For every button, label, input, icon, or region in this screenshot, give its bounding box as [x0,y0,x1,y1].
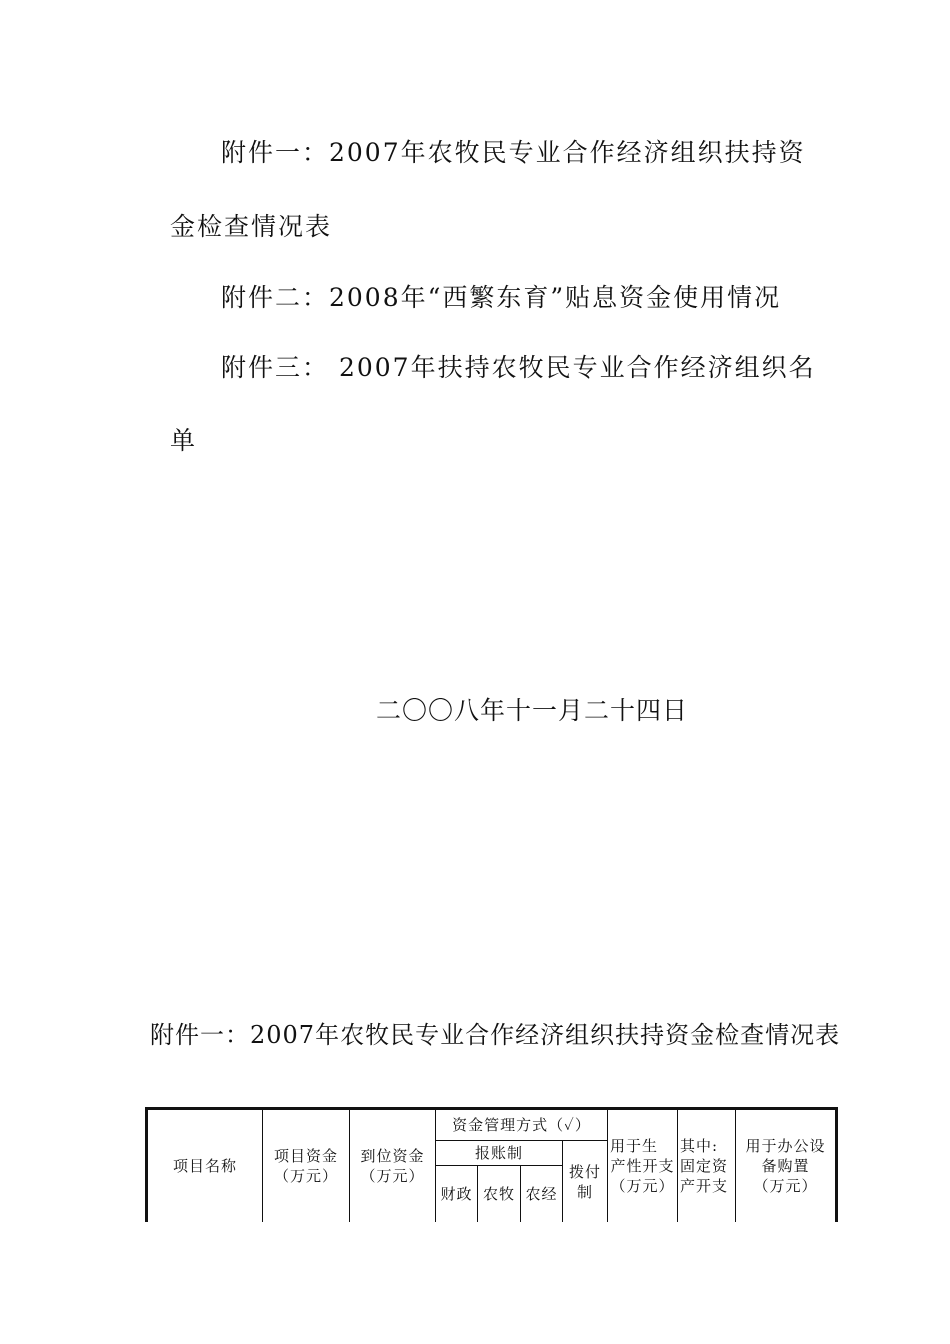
fund-check-table [145,1107,838,1222]
header-allocation-line-2: 制 [576,1182,593,1201]
header-reimbursement: 报账制 [436,1141,563,1166]
header-finance: 财政 [436,1166,478,1223]
document-date: 二〇〇八年十一月二十四日 [376,696,689,725]
header-fixed-assets [678,1109,736,1223]
header-project-funds-line-1: 项目资金 [273,1147,338,1165]
attachment-one-line: 附件一：2007年农牧民专业合作经济组织扶持资 [221,138,806,167]
header-project-funds-line-2: （万元） [273,1167,338,1185]
header-production-line-1: 用于生 [610,1137,659,1155]
header-office-line-1: 用于办公设 [745,1137,826,1155]
attachment-two-line: 附件二：2008年“西繁东育”贴息资金使用情况 [221,283,782,312]
header-project-name: 项目名称 [147,1109,263,1223]
attachment-one-line-continued: 金检查情况表 [170,212,333,241]
header-fixed-assets-line-2: 固定资 [680,1157,729,1175]
header-received-funds-line-2: （万元） [360,1167,425,1185]
header-office-line-2: 备购置 [761,1157,810,1175]
header-agri-econ: 农经 [521,1166,563,1223]
header-office-equipment [736,1109,837,1223]
header-agri-herd: 农牧 [478,1166,521,1223]
header-office-line-3: （万元） [753,1177,818,1195]
header-received-funds [350,1109,436,1223]
header-fixed-assets-line-1: 其中: [680,1137,719,1155]
header-fund-management: 资金管理方式（✓） [436,1109,608,1141]
header-project-funds [263,1109,350,1223]
header-received-funds-line-1: 到位资金 [360,1147,425,1165]
header-production-line-2: 产性开支 [610,1157,675,1175]
attachment-three-line: 附件三： 2007年扶持农牧民专业合作经济组织名 [221,353,816,382]
header-production-spending [608,1109,678,1223]
header-allocation [563,1141,608,1223]
header-row-1 [147,1109,837,1141]
header-allocation-line-1: 拨付 [568,1162,601,1181]
header-production-line-3: （万元） [610,1177,675,1195]
header-fixed-assets-line-3: 产开支 [680,1177,729,1195]
table-title: 附件一：2007年农牧民专业合作经济组织扶持资金检查情况表 [150,1021,841,1049]
attachment-three-line-continued: 单 [170,426,198,455]
